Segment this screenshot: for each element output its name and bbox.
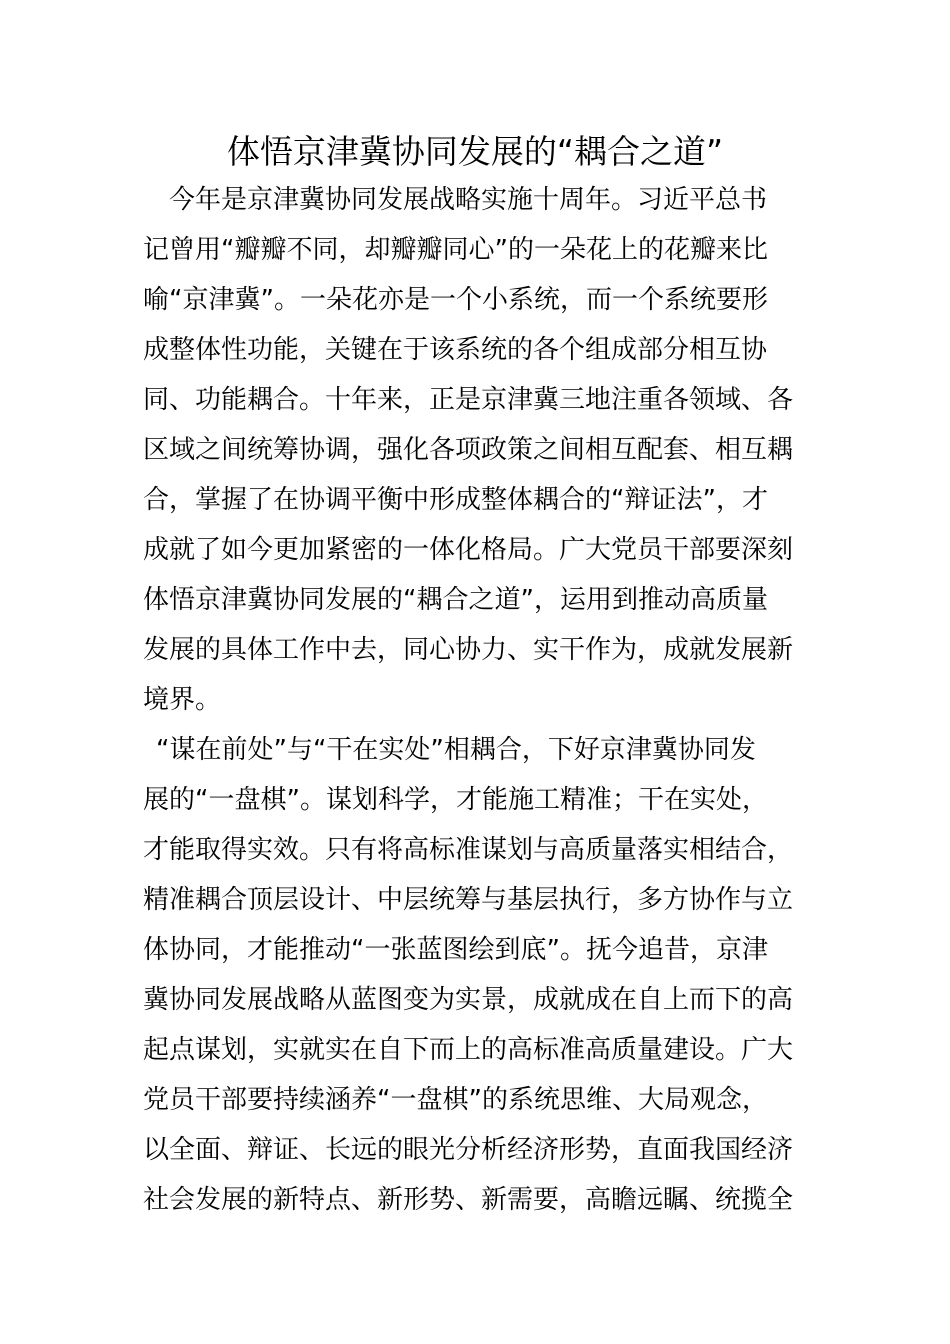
body-line: “谋在前处”与“干在实处”相耦合，下好京津冀协同发 — [156, 735, 756, 765]
document-title: 体悟京津冀协同发展的“耦合之道” — [226, 132, 724, 171]
body-line: 成整体性功能，关键在于该系统的各个组成部分相互协 — [143, 335, 768, 365]
body-line: 成就了如今更加紧密的一体化格局。广大党员干部要深刻 — [143, 535, 794, 565]
body-line: 境界。 — [143, 685, 222, 715]
body-line: 冀协同发展战略从蓝图变为实景，成就成在自上而下的高 — [143, 985, 794, 1015]
body-line: 起点谋划，实就实在自下而上的高标准高质量建设。广大 — [143, 1035, 794, 1065]
body-line: 合，掌握了在协调平衡中形成整体耦合的“辩证法”，才 — [143, 485, 768, 515]
body-line: 以全面、辩证、长远的眼光分析经济形势，直面我国经济 — [143, 1135, 794, 1165]
body-line: 才能取得实效。只有将高标准谋划与高质量落实相结合， — [143, 835, 794, 865]
body-line: 体协同，才能推动“一张蓝图绘到底”。抚今追昔，京津 — [143, 935, 768, 965]
body-line: 发展的具体工作中去，同心协力、实干作为，成就发展新 — [143, 635, 794, 665]
body-line: 记曾用“瓣瓣不同，却瓣瓣同心”的一朵花上的花瓣来比 — [143, 235, 768, 265]
body-line: 今年是京津冀协同发展战略实施十周年。习近平总书 — [143, 185, 768, 215]
body-line: 同、功能耦合。十年来，正是京津冀三地注重各领域、各 — [143, 385, 794, 415]
body-line: 区域之间统筹协调，强化各项政策之间相互配套、相互耦 — [143, 435, 794, 465]
body-line: 社会发展的新特点、新形势、新需要，高瞻远瞩、统揽全 — [143, 1185, 794, 1215]
body-line: 展的“一盘棋”。谋划科学，才能施工精准；干在实处， — [143, 785, 768, 815]
body-line: 精准耦合顶层设计、中层统筹与基层执行，多方协作与立 — [143, 885, 794, 915]
body-line: 喻“京津冀”。一朵花亦是一个小系统，而一个系统要形 — [143, 285, 768, 315]
body-line: 体悟京津冀协同发展的“耦合之道”，运用到推动高质量 — [143, 585, 768, 615]
body-line: 党员干部要持续涵养“一盘棋”的系统思维、大局观念， — [143, 1085, 768, 1115]
